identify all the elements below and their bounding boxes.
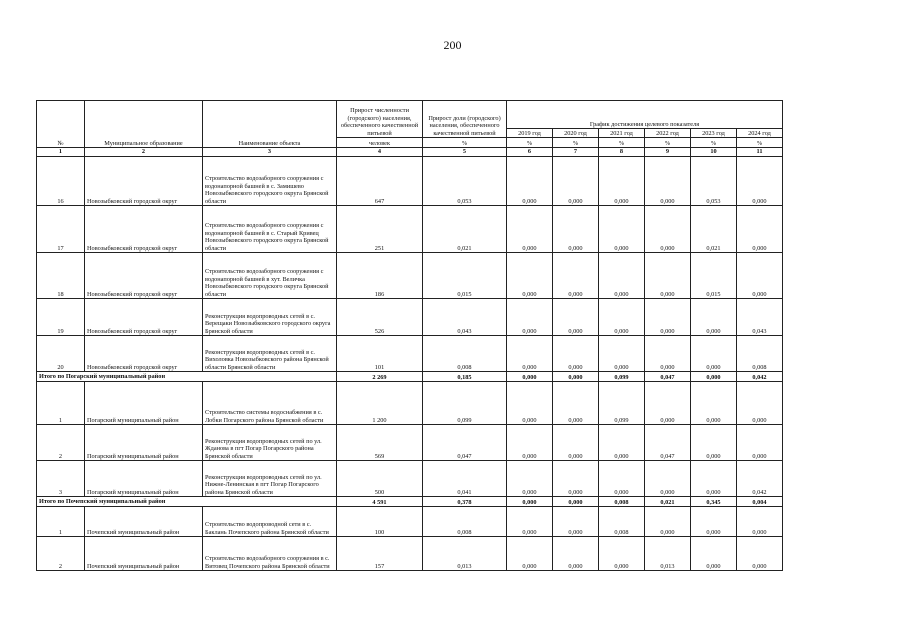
row-year-value: 0,042: [737, 461, 783, 497]
header-year: 2021 год: [599, 129, 645, 138]
row-share: 0,008: [423, 507, 507, 537]
row-year-value: 0,000: [737, 206, 783, 253]
unit-percent: %: [691, 138, 737, 148]
table-row: [37, 537, 783, 571]
row-year-value: 0,000: [691, 336, 737, 372]
row-year-value: 0,000: [507, 537, 553, 571]
column-index: 6: [507, 148, 553, 157]
row-share: 0,099: [423, 382, 507, 425]
subtotal-row: [37, 372, 783, 382]
row-year-value: 0,000: [507, 425, 553, 461]
column-index: 11: [737, 148, 783, 157]
row-year-value: 0,000: [645, 206, 691, 253]
header-schedule: График достижения целевого показателя: [507, 101, 783, 129]
row-year-value: 0,000: [737, 253, 783, 299]
subtotal-year-value: 0,000: [553, 497, 599, 507]
row-number: 1: [37, 507, 85, 537]
row-year-value: 0,000: [507, 507, 553, 537]
row-municipality: Новозыбковский городской округ: [85, 206, 203, 253]
row-year-value: 0,008: [737, 336, 783, 372]
row-share: 0,053: [423, 157, 507, 206]
row-share: 0,041: [423, 461, 507, 497]
column-index: 3: [203, 148, 337, 157]
subtotal-year-value: 0,004: [737, 497, 783, 507]
subtotal-year-value: 0,000: [507, 372, 553, 382]
subtotal-label: Итого по Почепский муниципальный район: [37, 497, 337, 507]
row-share: 0,047: [423, 425, 507, 461]
row-number: 1: [37, 382, 85, 425]
row-year-value: 0,000: [737, 537, 783, 571]
row-number: 2: [37, 537, 85, 571]
row-year-value: 0,000: [737, 382, 783, 425]
row-year-value: 0,000: [645, 336, 691, 372]
unit-percent: %: [507, 138, 553, 148]
unit-percent: %: [599, 138, 645, 148]
row-year-value: 0,000: [737, 507, 783, 537]
row-year-value: 0,000: [645, 507, 691, 537]
header-municipality: Муниципальное образование: [85, 101, 203, 148]
row-year-value: 0,000: [599, 425, 645, 461]
unit-percent: %: [553, 138, 599, 148]
header-year: 2019 год: [507, 129, 553, 138]
header-share-growth: Прирост доли (городского) населения, обеспеченного качественной питьевой: [423, 101, 507, 138]
row-object-name: Реконструкция водопроводных сетей в с. Верещаки Новозыбковского городского округа Брянской области: [203, 299, 337, 336]
row-number: 18: [37, 253, 85, 299]
row-number: 2: [37, 425, 85, 461]
row-year-value: 0,000: [691, 507, 737, 537]
row-municipality: Погарский муниципальный район: [85, 382, 203, 425]
subtotal-year-value: 0,000: [507, 497, 553, 507]
column-index: 2: [85, 148, 203, 157]
row-year-value: 0,000: [645, 382, 691, 425]
row-municipality: Погарский муниципальный район: [85, 461, 203, 497]
row-population: 569: [337, 425, 423, 461]
header-row: [37, 101, 783, 129]
row-population: 526: [337, 299, 423, 336]
row-share: 0,043: [423, 299, 507, 336]
row-year-value: 0,000: [553, 336, 599, 372]
row-object-name: Реконструкция водопроводных сетей в с. Вихоловка Новозыбковского района Брянской области Брянской области: [203, 336, 337, 372]
header-year: 2020 год: [553, 129, 599, 138]
row-year-value: 0,000: [553, 461, 599, 497]
row-year-value: 0,000: [691, 461, 737, 497]
table-row: [37, 336, 783, 372]
row-year-value: 0,000: [599, 157, 645, 206]
row-year-value: 0,000: [507, 382, 553, 425]
row-year-value: 0,000: [553, 299, 599, 336]
table-row: [37, 382, 783, 425]
row-year-value: 0,000: [599, 461, 645, 497]
subtotal-share: 0,185: [423, 372, 507, 382]
row-year-value: 0,000: [507, 157, 553, 206]
row-year-value: 0,000: [553, 537, 599, 571]
subtotal-year-value: 0,047: [645, 372, 691, 382]
row-year-value: 0,000: [507, 461, 553, 497]
row-year-value: 0,015: [691, 253, 737, 299]
row-year-value: 0,000: [507, 206, 553, 253]
row-object-name: Строительство водозаборного сооружения с водонапорной башней в с. Старый Кривец Новозыбковского городского округа Брянской области: [203, 206, 337, 253]
header-object: Наименование объекта: [203, 101, 337, 148]
row-year-value: 0,000: [553, 157, 599, 206]
subtotal-share: 0,378: [423, 497, 507, 507]
row-municipality: Новозыбковский городской округ: [85, 336, 203, 372]
row-year-value: 0,000: [645, 461, 691, 497]
table-row: [37, 253, 783, 299]
row-population: 647: [337, 157, 423, 206]
row-share: 0,021: [423, 206, 507, 253]
row-year-value: 0,000: [507, 253, 553, 299]
column-index: 10: [691, 148, 737, 157]
column-index: 8: [599, 148, 645, 157]
header-year: 2024 год: [737, 129, 783, 138]
subtotal-year-value: 0,021: [645, 497, 691, 507]
row-year-value: 0,000: [553, 425, 599, 461]
row-object-name: Реконструкция водопроводных сетей по ул. Жданова в пгт Погар Погарского района Брянской области: [203, 425, 337, 461]
table-row: [37, 206, 783, 253]
row-year-value: 0,000: [599, 336, 645, 372]
row-municipality: Почепский муниципальный район: [85, 507, 203, 537]
column-index: 7: [553, 148, 599, 157]
header-population-growth: Прирост численности (городского) населения, обеспеченного качественной питьевой: [337, 101, 423, 138]
subtotal-year-value: 0,008: [599, 497, 645, 507]
row-number: 3: [37, 461, 85, 497]
row-year-value: 0,000: [691, 382, 737, 425]
row-year-value: 0,000: [553, 253, 599, 299]
subtotal-year-value: 0,042: [737, 372, 783, 382]
row-year-value: 0,000: [691, 425, 737, 461]
row-year-value: 0,008: [599, 507, 645, 537]
table-row: [37, 157, 783, 206]
row-population: 500: [337, 461, 423, 497]
row-number: 20: [37, 336, 85, 372]
row-object-name: Строительство водопроводной сети в с. Баклань Почепского района Брянской области: [203, 507, 337, 537]
table-row: [37, 461, 783, 497]
row-year-value: 0,000: [599, 253, 645, 299]
row-year-value: 0,000: [645, 253, 691, 299]
row-year-value: 0,000: [691, 537, 737, 571]
row-share: 0,013: [423, 537, 507, 571]
row-year-value: 0,013: [645, 537, 691, 571]
column-index: 1: [37, 148, 85, 157]
unit-percent: %: [423, 138, 507, 148]
header-year: 2023 год: [691, 129, 737, 138]
row-object-name: Строительство водозаборного сооружения с водонапорной башней в хут. Величка Новозыбковского городского округа Брянской области: [203, 253, 337, 299]
row-year-value: 0,000: [737, 425, 783, 461]
row-population: 186: [337, 253, 423, 299]
row-year-value: 0,000: [507, 299, 553, 336]
row-year-value: 0,000: [599, 537, 645, 571]
row-year-value: 0,043: [737, 299, 783, 336]
table-row: [37, 299, 783, 336]
row-municipality: Погарский муниципальный район: [85, 425, 203, 461]
subtotal-year-value: 0,000: [691, 372, 737, 382]
row-object-name: Строительство водозаборного сооружения в с. Витовец Почепского района Брянской области: [203, 537, 337, 571]
unit-people: человек: [337, 138, 423, 148]
row-year-value: 0,053: [691, 157, 737, 206]
subtotal-population: 4 591: [337, 497, 423, 507]
target-indicator-table: [36, 100, 783, 571]
unit-percent: %: [645, 138, 691, 148]
row-population: 100: [337, 507, 423, 537]
subtotal-year-value: 0,345: [691, 497, 737, 507]
row-share: 0,008: [423, 336, 507, 372]
unit-percent: %: [737, 138, 783, 148]
row-population: 1 200: [337, 382, 423, 425]
row-year-value: 0,000: [645, 157, 691, 206]
subtotal-year-value: 0,099: [599, 372, 645, 382]
row-year-value: 0,000: [599, 206, 645, 253]
row-year-value: 0,000: [599, 299, 645, 336]
row-year-value: 0,021: [691, 206, 737, 253]
row-year-value: 0,047: [645, 425, 691, 461]
row-number: 16: [37, 157, 85, 206]
row-object-name: Строительство системы водоснабжения в с. Лобки Погарского района Брянской области: [203, 382, 337, 425]
row-year-value: 0,000: [553, 507, 599, 537]
page-number: 200: [443, 38, 462, 52]
row-year-value: 0,000: [507, 336, 553, 372]
row-population: 157: [337, 537, 423, 571]
row-municipality: Новозыбковский городской округ: [85, 253, 203, 299]
column-index-row: [37, 148, 783, 157]
row-object-name: Реконструкция водопроводных сетей по ул. Нижне-Ленинская в пгт Погар Погарского района Брянской области: [203, 461, 337, 497]
subtotal-row: [37, 497, 783, 507]
column-index: 5: [423, 148, 507, 157]
row-population: 101: [337, 336, 423, 372]
column-index: 9: [645, 148, 691, 157]
row-year-value: 0,000: [553, 206, 599, 253]
row-year-value: 0,099: [599, 382, 645, 425]
row-municipality: Новозыбковский городской округ: [85, 157, 203, 206]
subtotal-year-value: 0,000: [553, 372, 599, 382]
row-number: 19: [37, 299, 85, 336]
subtotal-population: 2 269: [337, 372, 423, 382]
header-no: №: [37, 101, 85, 148]
table-row: [37, 425, 783, 461]
table-row: [37, 507, 783, 537]
row-municipality: Новозыбковский городской округ: [85, 299, 203, 336]
row-population: 251: [337, 206, 423, 253]
column-index: 4: [337, 148, 423, 157]
row-year-value: 0,000: [553, 382, 599, 425]
row-year-value: 0,000: [691, 299, 737, 336]
row-year-value: 0,000: [737, 157, 783, 206]
row-year-value: 0,000: [645, 299, 691, 336]
row-municipality: Почепский муниципальный район: [85, 537, 203, 571]
row-object-name: Строительство водозаборного сооружения с водонапорной башней в с. Замишево Новозыбковского городского округа Брянской области: [203, 157, 337, 206]
header-year: 2022 год: [645, 129, 691, 138]
subtotal-label: Итого по Погарский муниципальный район: [37, 372, 337, 382]
row-number: 17: [37, 206, 85, 253]
row-share: 0,015: [423, 253, 507, 299]
